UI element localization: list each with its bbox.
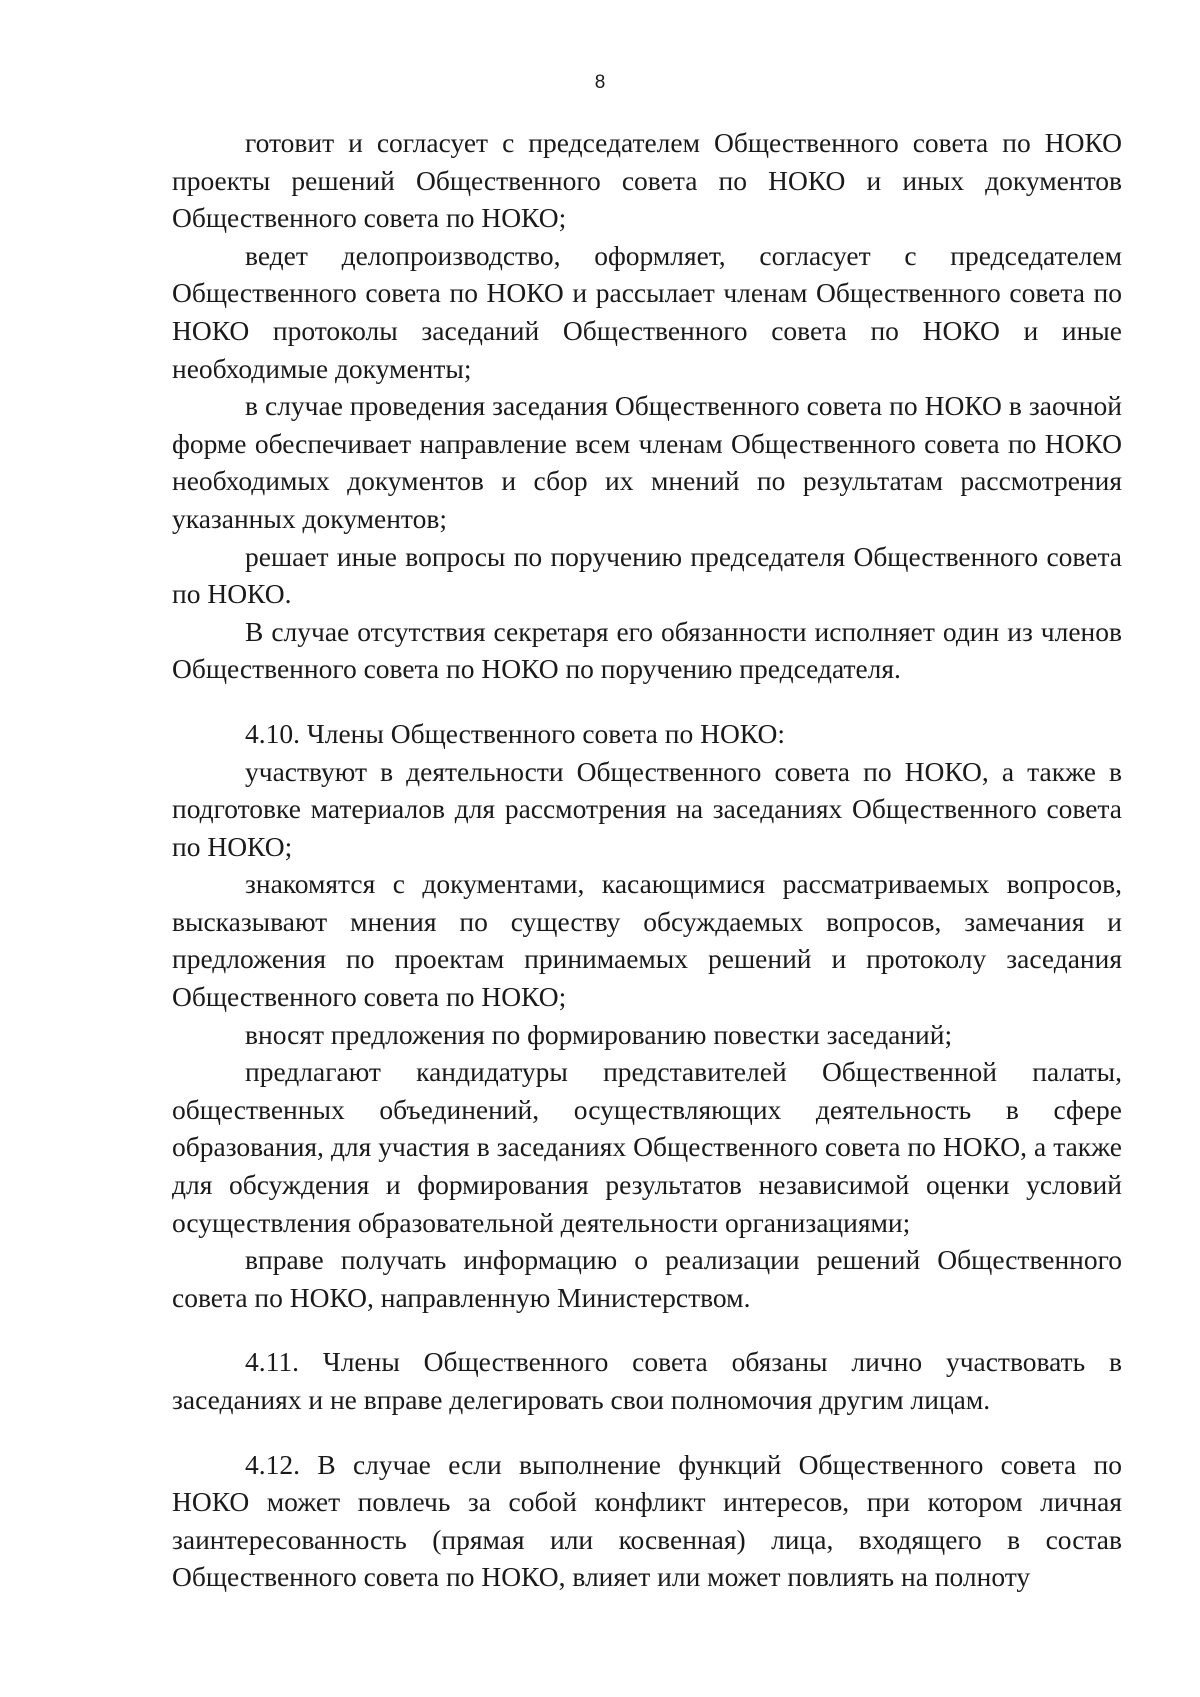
paragraph-secretary-absence: В случае отсутствия секретаря его обязанности исполняет один из членов Общественного совета по НОКО по поручению председателя. [172,615,1122,685]
paragraph-members-receive-information: вправе получать информацию о реализации решений Общественного совета по НОКО, направленную Министерством. [172,1244,1122,1313]
page-number: 8 [594,72,606,93]
paragraph-secretary-records: ведет делопроизводство, оформляет, согласует с председателем Общественного совета по НОКО и рассылает членам Общественного совета по НОКО протоколы заседаний Общественного совета по НОКО и иные необходимые документы; [172,239,1122,384]
paragraph-secretary-other-matters: решает иные вопросы по поручению председателя Общественного совета по НОКО. [172,540,1122,610]
section-4-11: 4.11. Члены Общественного совета обязаны лично участвовать в заседаниях и не вправе делегировать свои полномочия другим лицам. [172,1346,1122,1415]
document-body [172,124,1122,1596]
paragraph-secretary-absentee-meeting: в случае проведения заседания Общественного совета по НОКО в заочной форме обеспечивает направление всем членам Общественного совета по НОКО необходимых документов и сбор их мнений по результатам рассмотрения указанных документов; [172,390,1122,534]
section-4-12: 4.12. В случае если выполнение функций Общественного совета по НОКО может повлечь за собой конфликт интересов, при котором личная заинтересованность (прямая или косвенная) лица, входящего в состав Общественного совета по НОКО, влияет или может повлиять на полноту [172,1448,1122,1593]
paragraph-members-propose-candidates: предлагают кандидатуры представителей Общественной палаты, общественных объединений, осуществляющих деятельность в сфере образования, для участия в заседаниях Общественного совета по НОКО, а также для обсуждения и формирования результатов независимой оценки условий осуществления образовательной деятельности организациями; [172,1056,1122,1238]
section-heading-4-10: 4.10. Члены Общественного совета по НОКО: [245,717,785,749]
paragraph-secretary-prepares-drafts: готовит и согласует с председателем Общественного совета по НОКО проекты решений Общественного совета по НОКО и иных документов Общественного совета по НОКО; [172,127,1122,234]
paragraph-members-review-documents: знакомятся с документами, касающимися рассматриваемых вопросов, высказывают мнения по существу обсуждаемых вопросов, замечания и предложения по проектам принимаемых решений и протоколу заседания Общественного совета по НОКО; [172,868,1122,1013]
paragraph-members-agenda: вносят предложения по формированию повестки заседаний; [245,1018,953,1050]
paragraph-members-participate: участвуют в деятельности Общественного совета по НОКО, а также в подготовке материалов для рассмотрения на заседаниях Общественного совета по НОКО; [172,755,1122,862]
